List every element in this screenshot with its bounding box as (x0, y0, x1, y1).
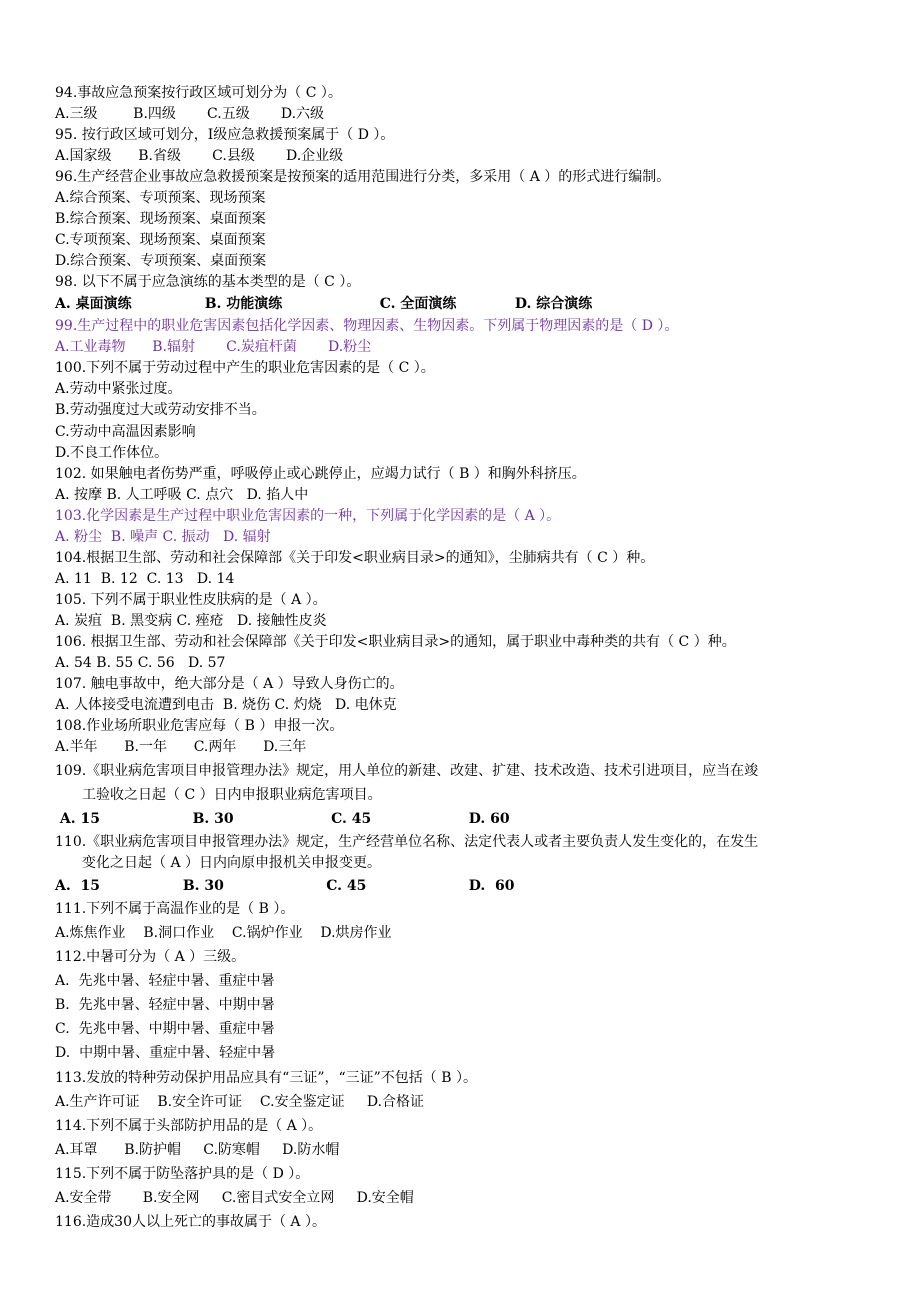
options-103: A. 粉尘 B. 噪声 C. 振动 D. 辐射 (55, 529, 271, 545)
question-96: 96.生产经营企业事故应急救援预案是按预案的适用范围进行分类，多采用（ A ）的形式进行编制。 (55, 169, 671, 185)
options-102: A. 按摩 B. 人工呼吸 C. 点穴 D. 掐人中 (55, 487, 309, 503)
question-99: 99.生产过程中的职业危害因素包括化学因素、物理因素、生物因素。下列属于物理因素的是（ D ）。 (55, 318, 679, 334)
options-111: A.炼焦作业 B.洞口作业 C.锅炉作业 D.烘房作业 (55, 925, 392, 941)
question-113: 113.发放的特种劳动保护用品应具有“三证”，“三证”不包括（ B ）。 (55, 1070, 477, 1086)
options-95: A.国家级 B.省级 C.县级 D.企业级 (55, 148, 344, 164)
question-110-cont: 变化之日起（ A ）日内向原申报机关申报变更。 (82, 855, 382, 871)
options-108: A.半年 B.一年 C.两年 D.三年 (55, 739, 307, 755)
question-109-cont: 工验收之日起（ C ）日内申报职业病危害项目。 (82, 787, 382, 803)
question-102: 102. 如果触电者伤势严重，呼吸停止或心跳停止，应竭力试行（ B ）和胸外科挤压。 (55, 466, 586, 482)
option-96-c: C.专项预案、现场预案、桌面预案 (55, 232, 266, 248)
options-110: A. 15 B. 30 C. 45 D. 60 (55, 878, 515, 894)
options-107: A. 人体接受电流遭到电击 B. 烧伤 C. 灼烧 D. 电休克 (55, 697, 397, 713)
question-106: 106. 根据卫生部、劳动和社会保障部《关于印发<职业病目录>的通知，属于职业中毒种类的共有（ C ）种。 (55, 634, 736, 650)
option-100-d: D.不良工作体位。 (55, 445, 169, 461)
options-106: A. 54 B. 55 C. 56 D. 57 (55, 655, 226, 671)
options-114: A.耳罩 B.防护帽 C.防寒帽 D.防水帽 (55, 1142, 340, 1158)
question-109: 109.《职业病危害项目申报管理办法》规定，用人单位的新建、改建、扩建、技术改造、技术引进项目，应当在竣 (55, 763, 759, 779)
question-98: 98. 以下不属于应急演练的基本类型的是（ C ）。 (55, 274, 361, 290)
question-105: 105. 下列不属于职业性皮肤病的是（ A ）。 (55, 592, 327, 608)
question-115: 115.下列不属于防坠落护具的是（ D ）。 (55, 1166, 310, 1182)
options-104: A. 11 B. 12 C. 13 D. 14 (55, 571, 235, 587)
option-96-d: D.综合预案、专项预案、桌面预案 (55, 253, 267, 269)
option-100-a: A.劳动中紧张过度。 (55, 381, 182, 397)
options-94: A.三级 B.四级 C.五级 D.六级 (55, 106, 325, 122)
options-113: A.生产许可证 B.安全许可证 C.安全鉴定证 D.合格证 (55, 1094, 424, 1110)
option-112-c: C. 先兆中暑、中期中暑、重症中暑 (55, 1021, 275, 1037)
options-105: A. 炭疽 B. 黑变病 C. 痤疮 D. 接触性皮炎 (55, 613, 327, 629)
options-109: A. 15 B. 30 C. 45 D. 60 (55, 811, 510, 827)
question-116: 116.造成30人以上死亡的事故属于（ A ）。 (55, 1214, 326, 1230)
options-98: A. 桌面演练 B. 功能演练 C. 全面演练 D. 综合演练 (55, 296, 593, 312)
question-112: 112.中暑可分为（ A ）三级。 (55, 949, 246, 965)
option-112-d: D. 中期中暑、重症中暑、轻症中暑 (55, 1045, 276, 1061)
option-112-b: B. 先兆中暑、轻症中暑、中期中暑 (55, 997, 275, 1013)
options-115: A.安全带 B.安全网 C.密目式安全立网 D.安全帽 (55, 1190, 414, 1206)
option-100-c: C.劳动中高温因素影响 (55, 424, 196, 440)
question-100: 100.下列不属于劳动过程中产生的职业危害因素的是（ C ）。 (55, 360, 435, 376)
option-96-b: B.综合预案、现场预案、桌面预案 (55, 211, 266, 227)
question-111: 111.下列不属于高温作业的是（ B ）。 (55, 901, 295, 917)
question-108: 108.作业场所职业危害应每（ B ）申报一次。 (55, 718, 344, 734)
option-112-a: A. 先兆中暑、轻症中暑、重症中暑 (55, 973, 275, 989)
question-95: 95. 按行政区域可划分，Ⅰ级应急救援预案属于（ D ）。 (55, 127, 395, 143)
options-99: A.工业毒物 B.辐射 C.炭疽杆菌 D.粉尘 (55, 339, 372, 355)
question-110: 110.《职业病危害项目申报管理办法》规定，生产经营单位名称、法定代表人或者主要负责人发生变化的，在发生 (55, 834, 759, 850)
question-107: 107. 触电事故中，绝大部分是（ A ）导致人身伤亡的。 (55, 676, 404, 692)
option-100-b: B.劳动强度过大或劳动安排不当。 (55, 402, 266, 418)
question-94: 94.事故应急预案按行政区域可划分为（ C ）。 (55, 85, 342, 101)
question-104: 104.根据卫生部、劳动和社会保障部《关于印发<职业病目录>的通知》，尘肺病共有（ C ）种。 (55, 550, 655, 566)
question-114: 114.下列不属于头部防护用品的是（ A ）。 (55, 1118, 323, 1134)
question-103: 103.化学因素是生产过程中职业危害因素的一种，下列属于化学因素的是（ A ）。 (55, 508, 561, 524)
option-96-a: A.综合预案、专项预案、现场预案 (55, 190, 266, 206)
